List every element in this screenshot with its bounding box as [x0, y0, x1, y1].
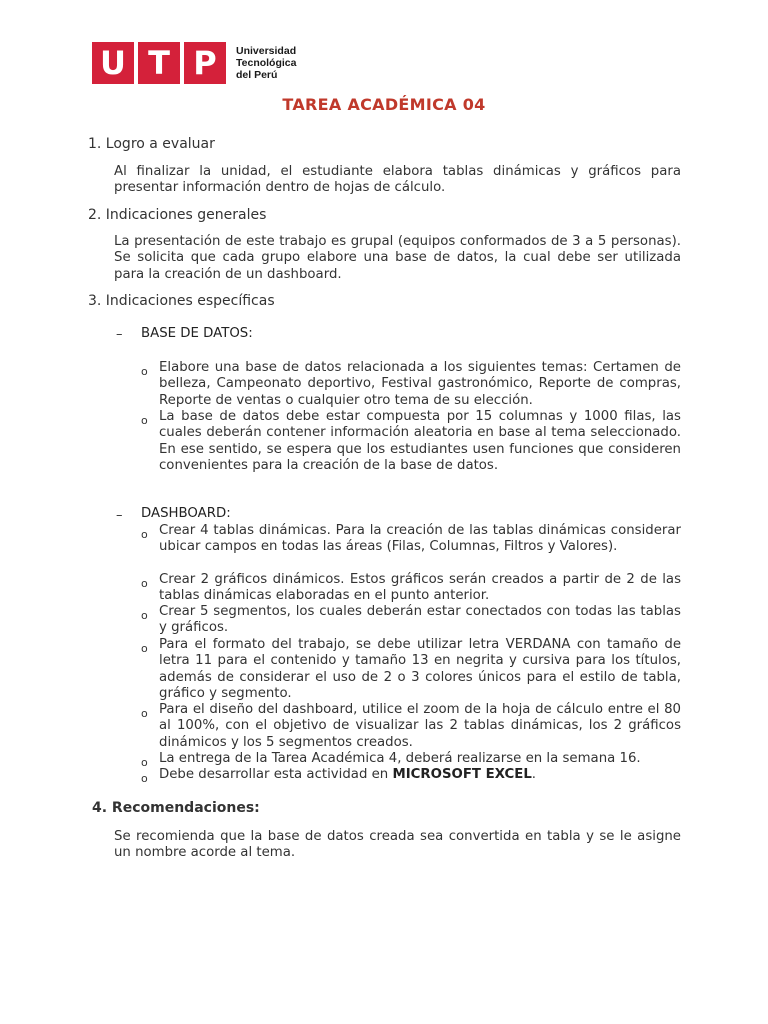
dashboard-item-3: Crear 5 segmentos, los cuales deberán estar conectados con todas las tablas y gráficos. — [159, 604, 681, 636]
dashboard-item-7-prefix: Debe desarrollar esta actividad en — [159, 767, 393, 782]
bullet-marker: o — [141, 707, 148, 720]
bullet-marker: o — [141, 365, 148, 378]
base-item-1: Elabore una base de datos relacionada a los siguientes temas: Certamen de belleza, Campeonato deportivo, Festival gastronómico, Reporte de compras, Reporte de ventas o cualquier otro tema de su elección. — [159, 360, 681, 408]
logo-text — [236, 45, 296, 81]
bullet-marker: o — [141, 414, 148, 427]
section-3-heading: 3. Indicaciones específicas — [88, 293, 275, 309]
bullet-marker: o — [141, 772, 148, 785]
dashboard-item-1: Crear 4 tablas dinámicas. Para la creación de las tablas dinámicas considerar ubicar campos en todas las áreas (Filas, Columnas, Filtros y Valores). — [159, 523, 681, 555]
dashboard-item-4: Para el formato del trabajo, se debe utilizar letra VERDANA con tamaño de letra 11 para el contenido y tamaño 13 en negrita y cursiva para los títulos, además de considerar el uso de 2 o 3 colores únicos para el estilo de tabla, gráfico y segmento. — [159, 637, 681, 701]
logo-letter-p: P — [184, 42, 226, 84]
bullet-marker: o — [141, 577, 148, 590]
dash-marker-dashboard: – — [116, 508, 123, 523]
section-2-text: La presentación de este trabajo es grupal (equipos conformados de 3 a 5 personas). Se solicita que cada grupo elabore una base de datos, la cual debe ser utilizada para la creación de un dashboard. — [114, 234, 681, 282]
bullet-marker: o — [141, 528, 148, 541]
dashboard-item-7 — [159, 767, 681, 783]
logo-line-2: Tecnológica — [236, 57, 297, 69]
dashboard-label: DASHBOARD: — [141, 506, 231, 521]
section-4-text: Se recomienda que la base de datos creada sea convertida en tabla y se le asigne un nombre acorde al tema. — [114, 829, 681, 861]
logo-line-3: del Perú — [236, 69, 278, 81]
logo-line-1: Universidad — [236, 45, 297, 57]
utp-logo — [92, 42, 296, 84]
logo-letter-t: T — [138, 42, 180, 84]
section-2-heading: 2. Indicaciones generales — [88, 207, 267, 223]
bullet-marker: o — [141, 609, 148, 622]
section-1-text: Al finalizar la unidad, el estudiante elabora tablas dinámicas y gráficos para presentar información dentro de hojas de cálculo. — [114, 164, 681, 196]
dashboard-item-7-suffix: . — [531, 767, 537, 782]
logo-letter-u: U — [92, 42, 134, 84]
bullet-marker: o — [141, 756, 148, 769]
document-title: TAREA ACADÉMICA 04 — [282, 95, 486, 114]
section-4-heading: 4. Recomendaciones: — [92, 800, 260, 816]
dashboard-item-6: La entrega de la Tarea Académica 4, deberá realizarse en la semana 16. — [159, 751, 641, 766]
section-1-heading: 1. Logro a evaluar — [88, 136, 215, 152]
microsoft-excel-text: MICROSOFT EXCEL — [392, 767, 532, 782]
base-de-datos-label: BASE DE DATOS: — [141, 326, 253, 341]
dashboard-item-2: Crear 2 gráficos dinámicos. Estos gráficos serán creados a partir de 2 de las tablas dinámicas elaboradas en el punto anterior. — [159, 572, 681, 604]
bullet-marker: o — [141, 642, 148, 655]
dash-marker-base: – — [116, 327, 123, 342]
base-item-2: La base de datos debe estar compuesta por 15 columnas y 1000 filas, las cuales deberán contener información aleatoria en base al tema seleccionado. En ese sentido, se espera que los estudiantes usen funciones que consideren convenientes para la creación de la base de datos. — [159, 409, 681, 473]
logo-letters — [92, 42, 230, 84]
dashboard-item-5: Para el diseño del dashboard, utilice el zoom de la hoja de cálculo entre el 80 al 100%, con el objetivo de visualizar las 2 tablas dinámicas, los 2 gráficos dinámicos y los 5 segmentos creados. — [159, 702, 681, 750]
